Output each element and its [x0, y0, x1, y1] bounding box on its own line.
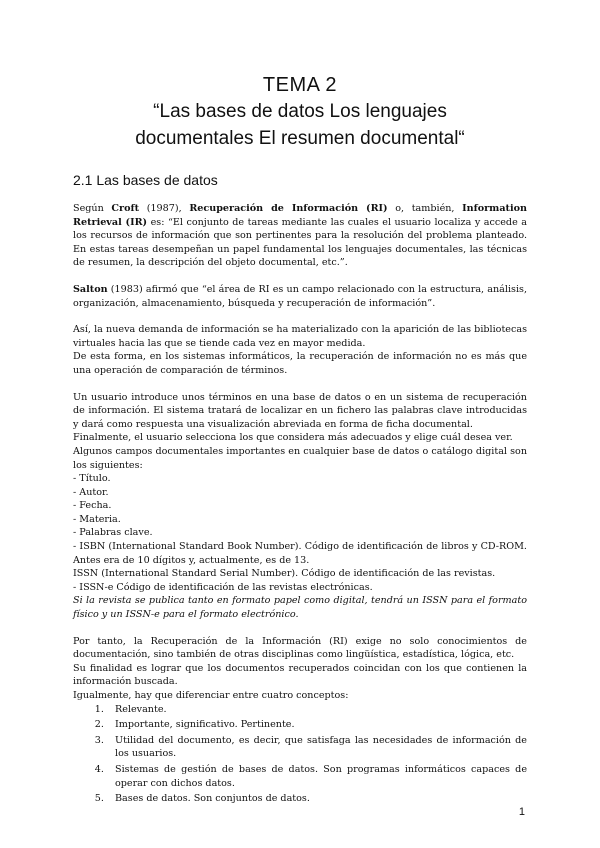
paragraph: Algunos campos documentales importantes en cualquier base de datos o catálogo digital son los siguientes:	[73, 445, 527, 471]
list-item: - ISSN-e Código de identificación de las revistas electrónicas.	[73, 581, 373, 593]
italic-note: Si la revista se publica tanto en formato papel como digital, tendrá un ISSN para el formato físico y un ISSN-e para el formato electrónico.	[73, 595, 527, 621]
page-number: 1	[518, 806, 525, 818]
chapter-label: TEMA 2	[262, 74, 338, 96]
list-item: 1. Relevante.	[107, 703, 527, 717]
text-run: (1987),	[139, 203, 190, 214]
page-title-line-1: “Las bases de datos Los lenguajes	[153, 101, 447, 122]
section-heading: 2.1 Las bases de datos	[73, 172, 218, 188]
author-salton: Salton	[73, 283, 108, 295]
list-item: 2. Importante, significativo. Pertinente.	[107, 718, 527, 732]
concepts-list	[73, 703, 527, 806]
text-run: o, también,	[387, 203, 463, 214]
list-item: - Título.	[73, 473, 111, 485]
paragraph: Igualmente, hay que diferenciar entre cuatro conceptos:	[73, 690, 349, 701]
paragraph: Por tanto, la Recuperación de la Información (RI) exige no solo conocimientos de documentación, sino también de otras disciplinas como lingüística, estadística, lógica, etc.	[73, 635, 527, 661]
list-item: - Autor.	[73, 486, 109, 498]
paragraph: Un usuario introduce unos términos en una base de datos o en un sistema de recuperación de información. El sistema tratará de localizar en un fichero las palabras clave introducidas y dará como respuesta una visualización abreviada en forma de ficha documental.	[73, 391, 527, 430]
paragraph: Su finalidad es lograr que los documentos recuperados coincidan con los que contienen la información buscada.	[73, 662, 527, 688]
list-item: - Palabras clave.	[73, 527, 153, 539]
text-run: (1983) afirmó que “el área de RI es un campo relacionado con la estructura, análisis, organización, almacenamiento, búsqueda y recuperación de información”.	[73, 283, 527, 309]
fields-list	[73, 472, 527, 594]
paragraph: Finalmente, el usuario selecciona los que considera más adecuados y elige cuál desea ver.	[73, 432, 513, 444]
paragraph-definition	[73, 202, 527, 270]
page-title-line-2: documentales El resumen documental“	[135, 128, 465, 149]
text-run: Según	[73, 203, 112, 214]
list-item: 3. Utilidad del documento, es decir, que satisfaga las necesidades de información de los usuarios.	[107, 734, 527, 761]
term-ri: Recuperación de Información (RI)	[189, 203, 388, 214]
paragraph: De esta forma, en los sistemas informáticos, la recuperación de información no es más que una operación de comparación de términos.	[73, 351, 527, 376]
text-run: es: “El conjunto de tareas mediante las cuales el usuario localiza y accede a los recursos de información que son pertinentes para la resolución del problema planteado. En estas tareas desempeñan un papel fundamental los lenguajes documentales, las técnicas de resumen, la descripción del objeto documental, etc.”.	[73, 216, 527, 269]
list-item: 5. Bases de datos. Son conjuntos de datos.	[107, 792, 527, 806]
paragraph: Así, la nueva demanda de información se ha materializado con la aparición de las bibliotecas virtuales hacia las que se tiende cada vez en mayor medida.	[73, 324, 527, 349]
list-item: - Materia.	[73, 513, 121, 525]
list-item: ISSN (International Standard Serial Number). Código de identificación de las revistas.	[73, 568, 496, 580]
list-item: - Fecha.	[73, 500, 112, 512]
term-ir: Information Retrieval (IR)	[73, 203, 527, 228]
title-block	[73, 72, 527, 152]
list-item: - ISBN (International Standard Book Number). Código de identificación de libros y CD-ROM. Antes era de 10 dígitos y, actualmente, es de 13.	[73, 541, 527, 566]
author-croft: Croft	[111, 203, 140, 214]
paragraph-salton	[73, 283, 527, 310]
list-item: 4. Sistemas de gestión de bases de datos. Son programas informáticos capaces de operar con dichos datos.	[107, 763, 527, 790]
